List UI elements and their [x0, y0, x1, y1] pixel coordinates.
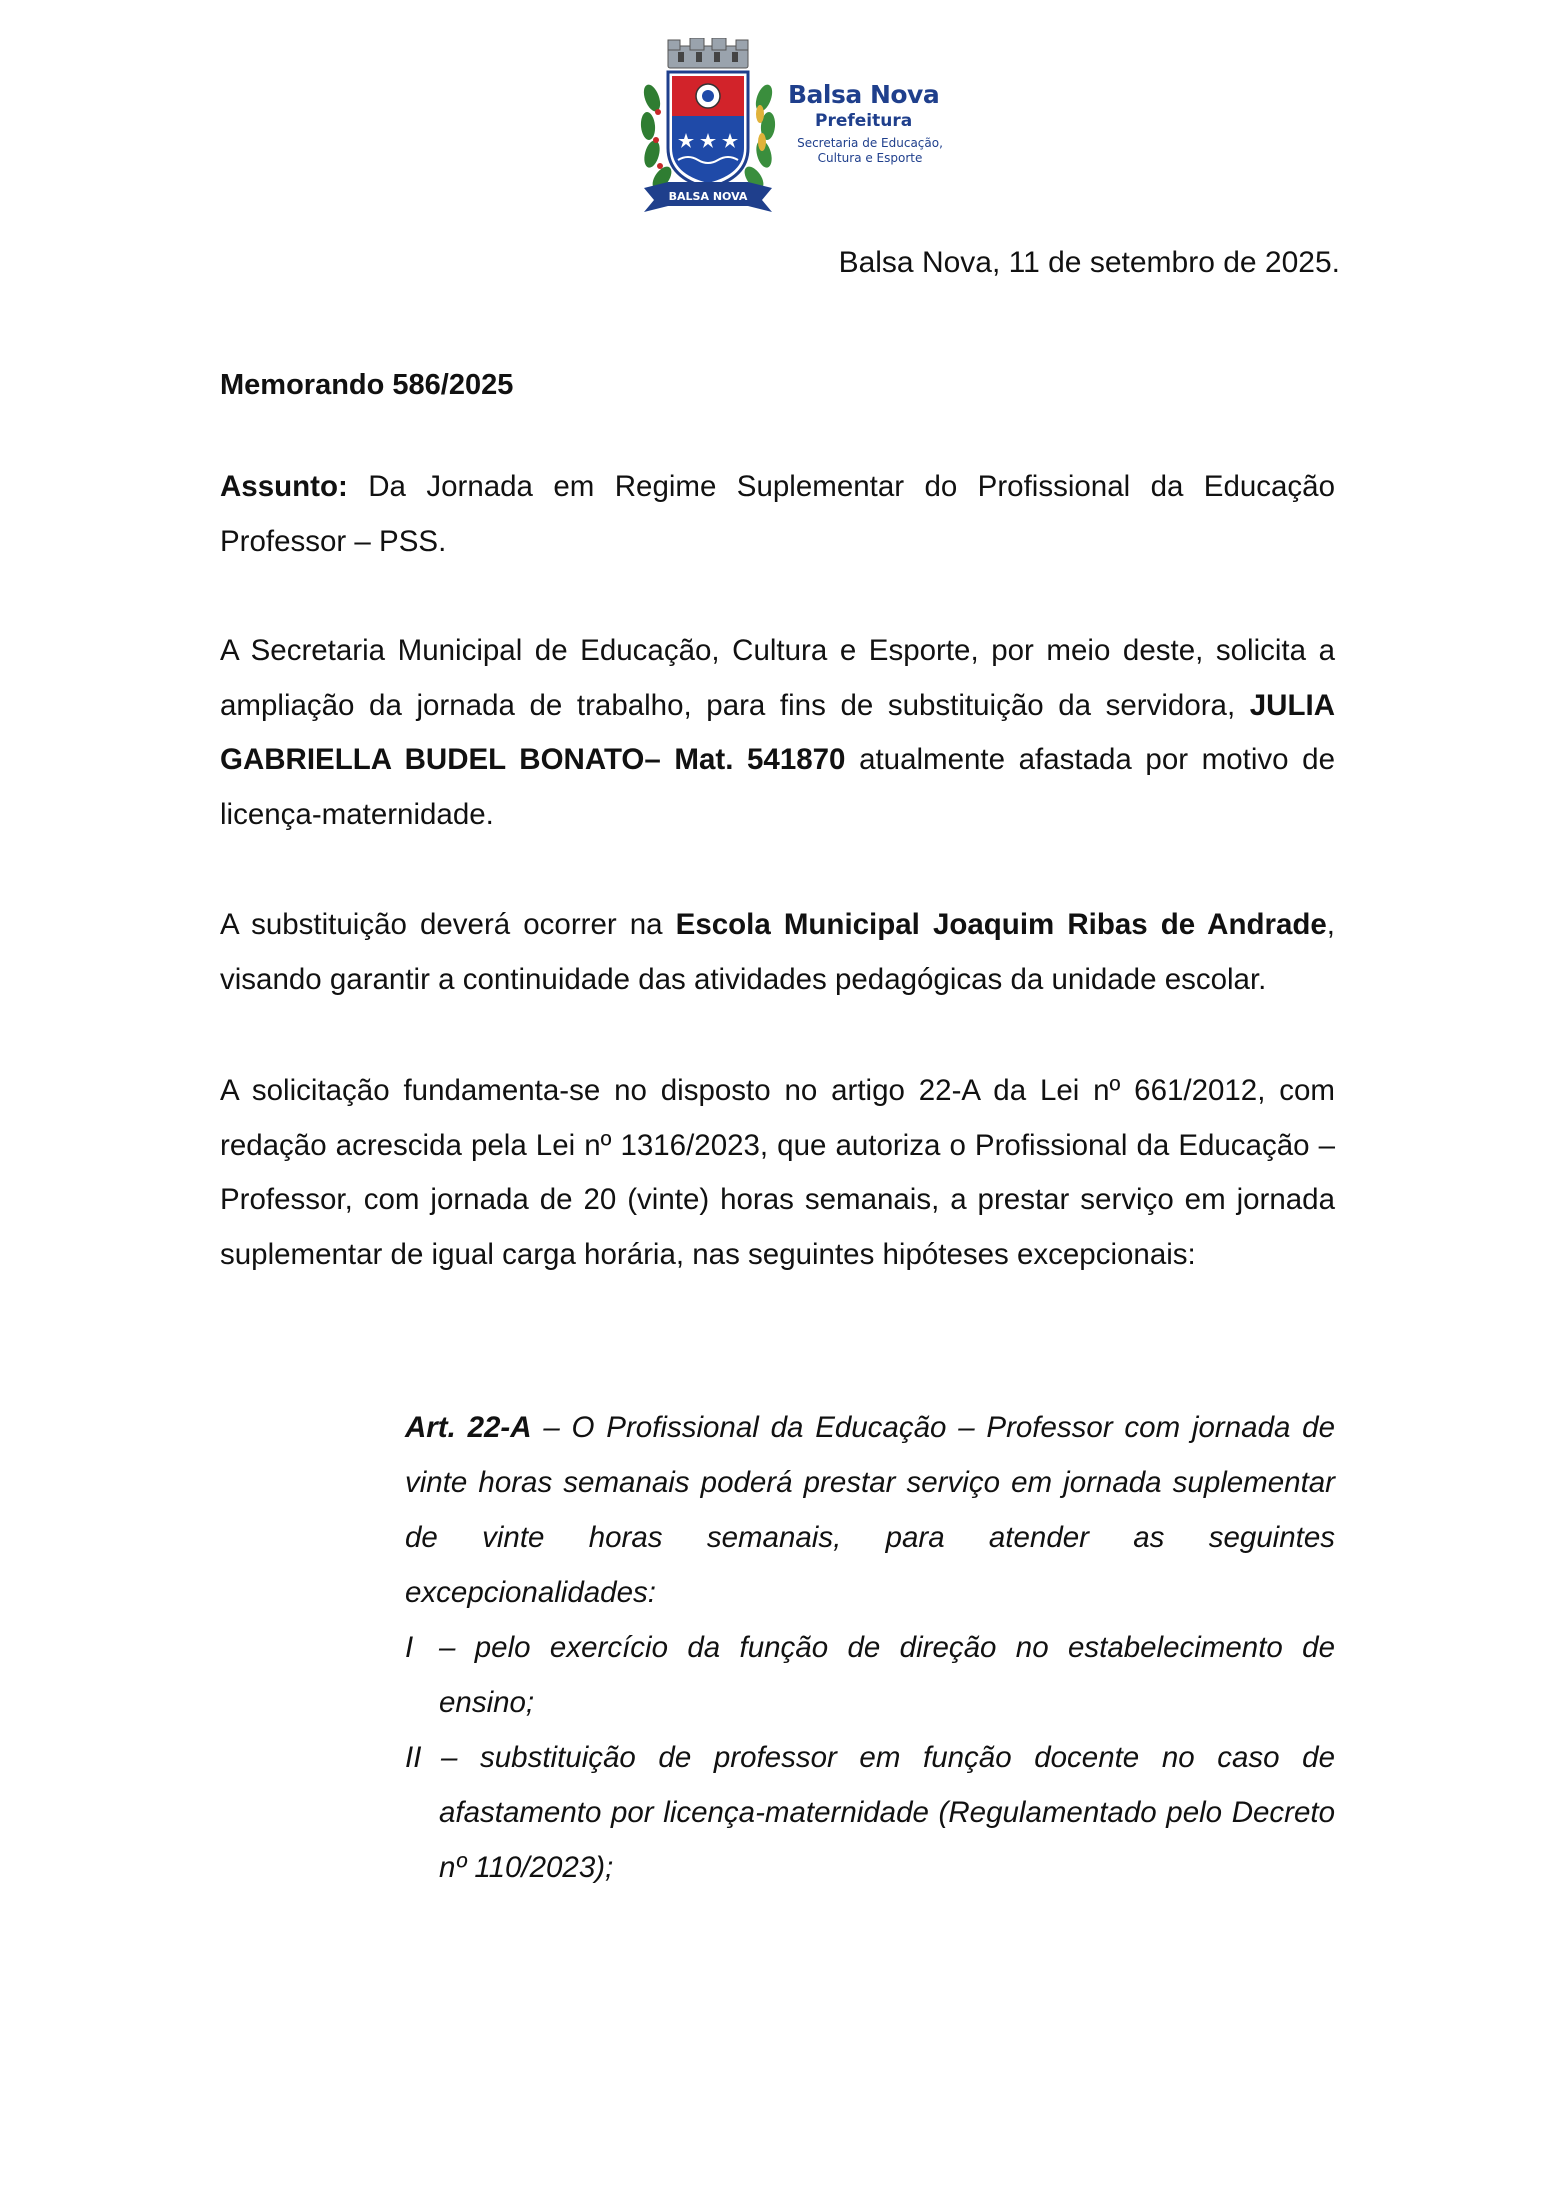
brand-department [788, 136, 946, 166]
article-item-ii [405, 1730, 1335, 1895]
article-text: – O Profissional da Educação – Professor com jornada de vinte horas semanais poderá prestar serviço em jornada suplementar de vinte horas semanais, para atender as seguintes excepcionalidades: [405, 1411, 1335, 1609]
article-item-text: – pelo exercício da função de direção no estabelecimento de [439, 1631, 1335, 1664]
article-item-ii-first-line [405, 1730, 1335, 1785]
brand-subtitle: Prefeitura [815, 111, 913, 131]
article-item-text: – substituição de professor em função docente no caso de [441, 1741, 1335, 1774]
article-item-i [405, 1620, 1335, 1730]
article-item-number: I [405, 1631, 414, 1664]
header-logo [628, 30, 948, 235]
subject-label: Assunto: [220, 470, 348, 503]
memo-title: Memorando 586/2025 [220, 369, 514, 401]
svg-text:BALSA NOVA: BALSA NOVA [668, 190, 748, 203]
article-quote [405, 1400, 1335, 1620]
subject-text: Da Jornada em Regime Suplementar do Profissional da Educação Professor – PSS. [220, 470, 1335, 558]
school-name: Escola Municipal Joaquim Ribas de Andrade [675, 908, 1327, 941]
date-line: Balsa Nova, 11 de setembro de 2025. [838, 246, 1340, 279]
article-label: Art. 22-A [405, 1411, 532, 1444]
coat-of-arms-emblem [638, 38, 778, 218]
subject-paragraph [220, 460, 1335, 569]
brand-title: Balsa Nova [788, 80, 940, 109]
school-paragraph [220, 898, 1335, 1007]
brand-department-line2: Cultura e Esporte [817, 151, 923, 165]
brand-text [788, 80, 958, 166]
article-item-number: II [405, 1741, 422, 1774]
employee-name: JULIA GABRIELLA BUDEL BONATO– Mat. 541870 [220, 688, 1335, 776]
article-item-i-continuation: ensino; [439, 1686, 535, 1719]
school-text-2: , visando garantir a continuidade das atividades pedagógicas da unidade escolar. [220, 908, 1335, 996]
request-paragraph [220, 624, 1335, 842]
article-item-ii-continuation: afastamento por licença-maternidade (Regulamentado pelo Decreto nº 110/2023); [439, 1796, 1335, 1884]
legal-basis-paragraph: A solicitação fundamenta-se no disposto no artigo 22-A da Lei nº 661/2012, com redação acrescida pela Lei nº 1316/2023, que autoriza o Profissional da Educação – Professor, com jornada de 20 (vinte) horas semanais, a prestar serviço em jornada suplementar de igual carga horária, nas seguintes hipóteses excepcionais: [220, 1074, 1335, 1271]
brand-department-line1: Secretaria de Educação, [797, 136, 943, 150]
school-text-1: A substituição deverá ocorrer na [220, 908, 676, 941]
request-text-2: atualmente afastada por motivo de licença-maternidade. [220, 743, 1335, 831]
request-text-1: A Secretaria Municipal de Educação, Cultura e Esporte, por meio deste, solicita a ampliação da jornada de trabalho, para fins de substituição da servidora, [220, 634, 1335, 722]
article-item-i-first-line [405, 1620, 1335, 1675]
